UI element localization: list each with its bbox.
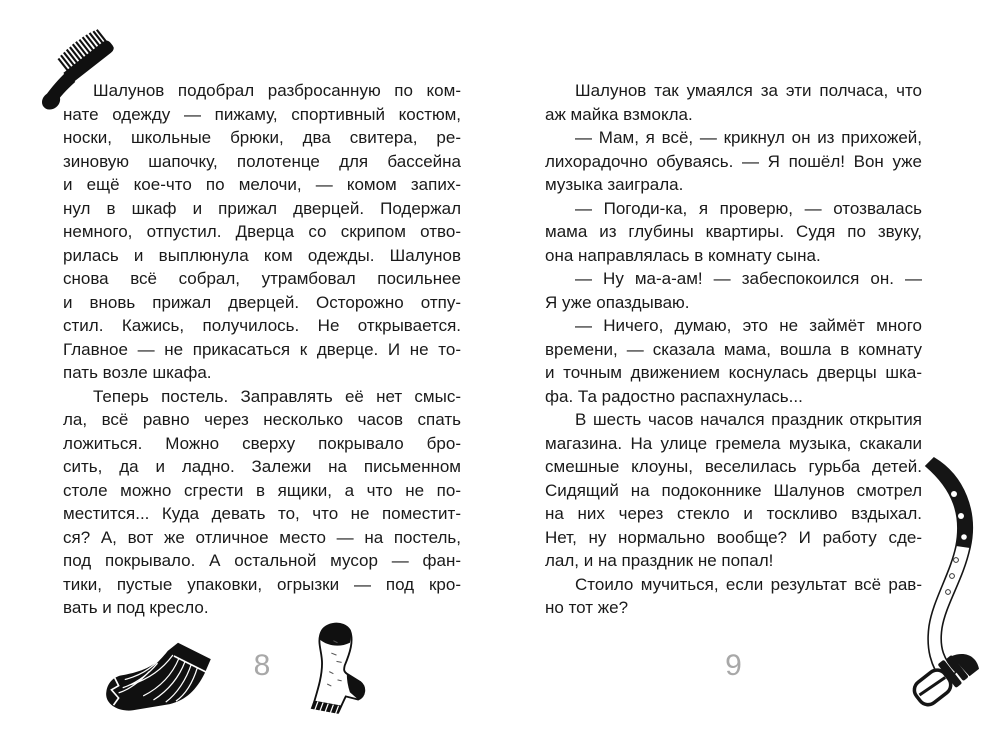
text-line: Сидящий на подоконнике Шалунов смотрел (545, 480, 922, 500)
text-line: фа. Та радостно распахнулась... (545, 386, 803, 406)
text-line: Теперь постель. Заправлять её нет смыс- (93, 386, 461, 406)
text-line: — Погоди-ка, я проверю, — отозвалась (575, 198, 922, 218)
text-line: смешные клоуны, веселилась гурьба детей. (545, 457, 922, 476)
text-line: зиновую шапочку, полотенце для бассейна (63, 151, 461, 171)
text-line: лал, и на праздник не попал! (545, 551, 774, 570)
text-line: столе можно сгрести в ящики, а что не по- (63, 480, 461, 500)
page-number-left: 8 (253, 649, 271, 682)
text-line: Я уже опаздываю. (545, 292, 690, 312)
text-line: и ещё кое-что по мелочи, — комом запих- (63, 175, 461, 194)
text-line: аж майка взмокла. (545, 104, 693, 124)
text-line: сить, да и ладно. Залежи на письменном (63, 457, 461, 476)
left-page-text (63, 79, 461, 620)
text-line: лихорадочно обуваясь. — Я пошёл! Вон уже (545, 151, 922, 171)
text-line: стил. Кажись, получилось. Не открывается. (63, 316, 461, 335)
text-line: снова всё собрал, утрамбовал посильнее (63, 269, 461, 288)
right-page-text (545, 79, 922, 620)
text-line: — Мам, я всё, — крикнул он из прихожей, (575, 128, 922, 147)
text-line: ла, всё равно через несколько часов спать (63, 410, 461, 429)
text-line: В шесть часов начался праздник открытия (575, 410, 922, 429)
text-line: нул в шкаф и прижал дверцей. Подержал (63, 198, 461, 218)
text-line: музыка заиграла. (545, 175, 684, 194)
text-line: мама из глубины квартиры. Судя по звуку, (545, 222, 922, 241)
text-line: она направлялась в комнату сына. (545, 245, 821, 265)
text-line: тики, пустые упаковки, огрызки — под кро- (63, 574, 461, 594)
text-line: ся? А, вот же отличное место — на постель, (63, 527, 461, 547)
text-line: местится... Куда девать то, что не поместит- (63, 504, 461, 523)
text-line: Главное — не прикасаться к дверце. И не то- (63, 339, 461, 359)
text-line: нате одежду — пижаму, спортивный костюм, (63, 104, 461, 124)
text-line: вать и под кресло. (63, 598, 209, 617)
text-line: магазина. На улице гремела музыка, скакали (545, 433, 922, 453)
text-line: и вновь прижал дверцей. Осторожно отпу- (63, 292, 461, 312)
text-line: Шалунов подобрал разбросанную по ком- (93, 81, 461, 100)
text-line: пать возле шкафа. (63, 363, 212, 382)
text-line: носки, школьные брюки, два свитера, ре- (63, 128, 461, 147)
text-line: немного, отпустил. Дверца со скрипом отво- (63, 222, 461, 241)
text-line: — Ну ма-а-ам! — забеспокоился он. — (575, 269, 922, 288)
text-line: Нет, ну нормально вообще? И работу сде- (545, 527, 922, 547)
text-line: Стоило мучиться, если результат всё рав- (575, 574, 922, 594)
text-line: но тот же? (545, 598, 629, 617)
text-line: и точным движением коснулась дверцы шка- (545, 363, 922, 382)
text-line: на них через стекло и тоскливо вздыхал. (545, 504, 922, 523)
text-line: ложиться. Можно сверху покрывало бро- (63, 433, 461, 453)
text-line: Шалунов так умаялся за эти полчаса, что (575, 81, 922, 100)
text-line: рилась и выплюнула ком одежды. Шалунов (63, 245, 461, 265)
text-line: — Ничего, думаю, это не займёт много (575, 316, 922, 335)
text-line: под покрывало. А остальной мусор — фан- (63, 551, 461, 570)
page-number-right: 9 (725, 649, 742, 682)
text-line: времени, — сказала мама, вошла в комнату (545, 339, 922, 359)
